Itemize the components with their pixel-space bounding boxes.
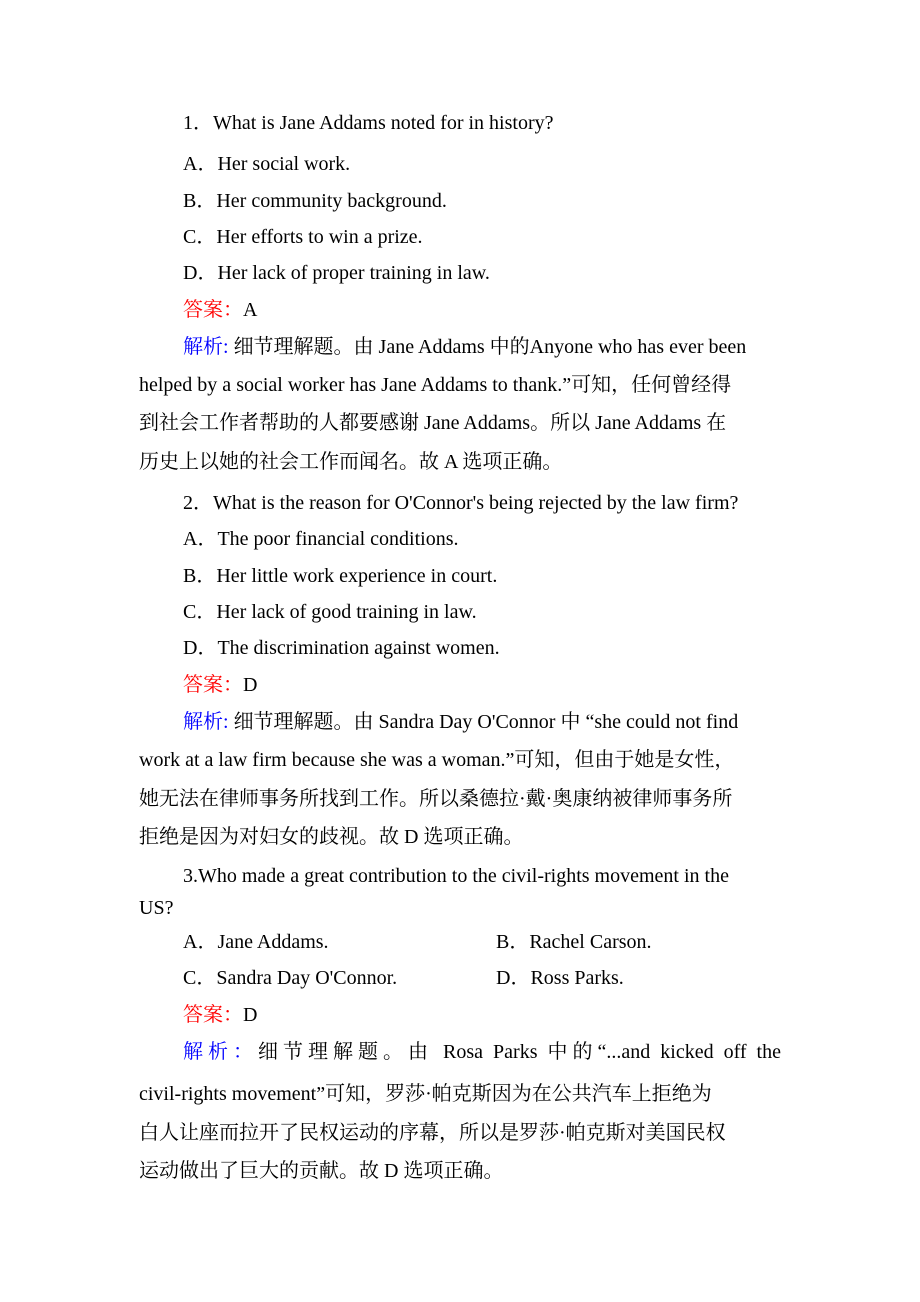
question-2-option-a: A．The poor financial conditions. <box>183 528 459 550</box>
question-1-analysis-line-1 <box>183 328 746 366</box>
question-2-analysis-line-3: 她无法在律师事务所找到工作。所以桑德拉·戴·奥康纳被律师事务所 <box>139 788 733 810</box>
question-3-stem-line-2: US? <box>139 897 174 919</box>
question-2-option-d: D．The discrimination against women. <box>183 637 500 659</box>
question-2-analysis-line-2: work at a law firm because she was a woman.”可知，但由于她是女性， <box>139 749 735 771</box>
question-2-answer <box>183 666 257 704</box>
question-1-analysis-line-4: 历史上以她的社会工作而闻名。故 A 选项正确。 <box>139 451 563 473</box>
question-1-option-b: B．Her community background. <box>183 190 447 212</box>
question-2-option-c: C．Her lack of good training in law. <box>183 601 477 623</box>
question-3-option-b: B．Rachel Carson. <box>496 931 652 953</box>
answer-label: 答案： <box>183 1004 243 1026</box>
question-3-option-a: A．Jane Addams. <box>183 931 329 953</box>
analysis-text: 细节理解题。由 Sandra Day O'Connor 中 “she could not find <box>228 711 739 733</box>
question-3-option-c: C．Sandra Day O'Connor. <box>183 967 398 989</box>
question-1-option-c: C．Her efforts to win a prize. <box>183 226 423 248</box>
question-1-analysis-line-2: helped by a social worker has Jane Addams to thank.”可知，任何曾经得 <box>139 374 732 396</box>
answer-value: A <box>243 299 258 321</box>
question-3-answer <box>183 996 257 1034</box>
question-3-analysis-line-3: 白人让座而拉开了民权运动的序幕，所以是罗莎·帕克斯对美国民权 <box>139 1122 726 1144</box>
question-1-option-d: D．Her lack of proper training in law. <box>183 262 490 284</box>
analysis-text: 细节理解题。由 Rosa Parks 中的“...and kicked off the <box>258 1041 781 1063</box>
question-1-option-a: A．Her social work. <box>183 153 351 175</box>
question-2-analysis-line-1 <box>183 703 738 741</box>
question-2-stem: 2．What is the reason for O'Connor's being rejected by the law firm? <box>183 492 739 514</box>
question-2-analysis-line-4: 拒绝是因为对妇女的歧视。故 D 选项正确。 <box>139 826 524 848</box>
question-2-option-b: B．Her little work experience in court. <box>183 565 498 587</box>
question-3-analysis-line-4: 运动做出了巨大的贡献。故 D 选项正确。 <box>139 1160 504 1182</box>
answer-value: D <box>243 1004 258 1026</box>
question-3-analysis-line-2: civil-rights movement”可知，罗莎·帕克斯因为在公共汽车上拒绝为 <box>139 1083 712 1105</box>
question-3-stem-line-1: 3.Who made a great contribution to the civil-rights movement in the <box>183 865 729 887</box>
question-1-answer <box>183 291 257 329</box>
analysis-text: 细节理解题。由 Jane Addams 中的Anyone who has ever been <box>228 336 747 358</box>
analysis-label: 解析: <box>183 711 229 733</box>
question-1-stem: 1．What is Jane Addams noted for in history? <box>183 112 554 134</box>
question-3-option-d: D．Ross Parks. <box>496 967 624 989</box>
question-3-analysis-line-1 <box>183 1033 781 1071</box>
answer-label: 答案： <box>183 299 243 321</box>
analysis-label: 解析: <box>183 336 229 358</box>
answer-value: D <box>243 674 258 696</box>
analysis-label: 解析： <box>183 1041 259 1063</box>
answer-label: 答案： <box>183 674 243 696</box>
question-1-analysis-line-3: 到社会工作者帮助的人都要感谢 Jane Addams。所以 Jane Addams 在 <box>139 412 727 434</box>
